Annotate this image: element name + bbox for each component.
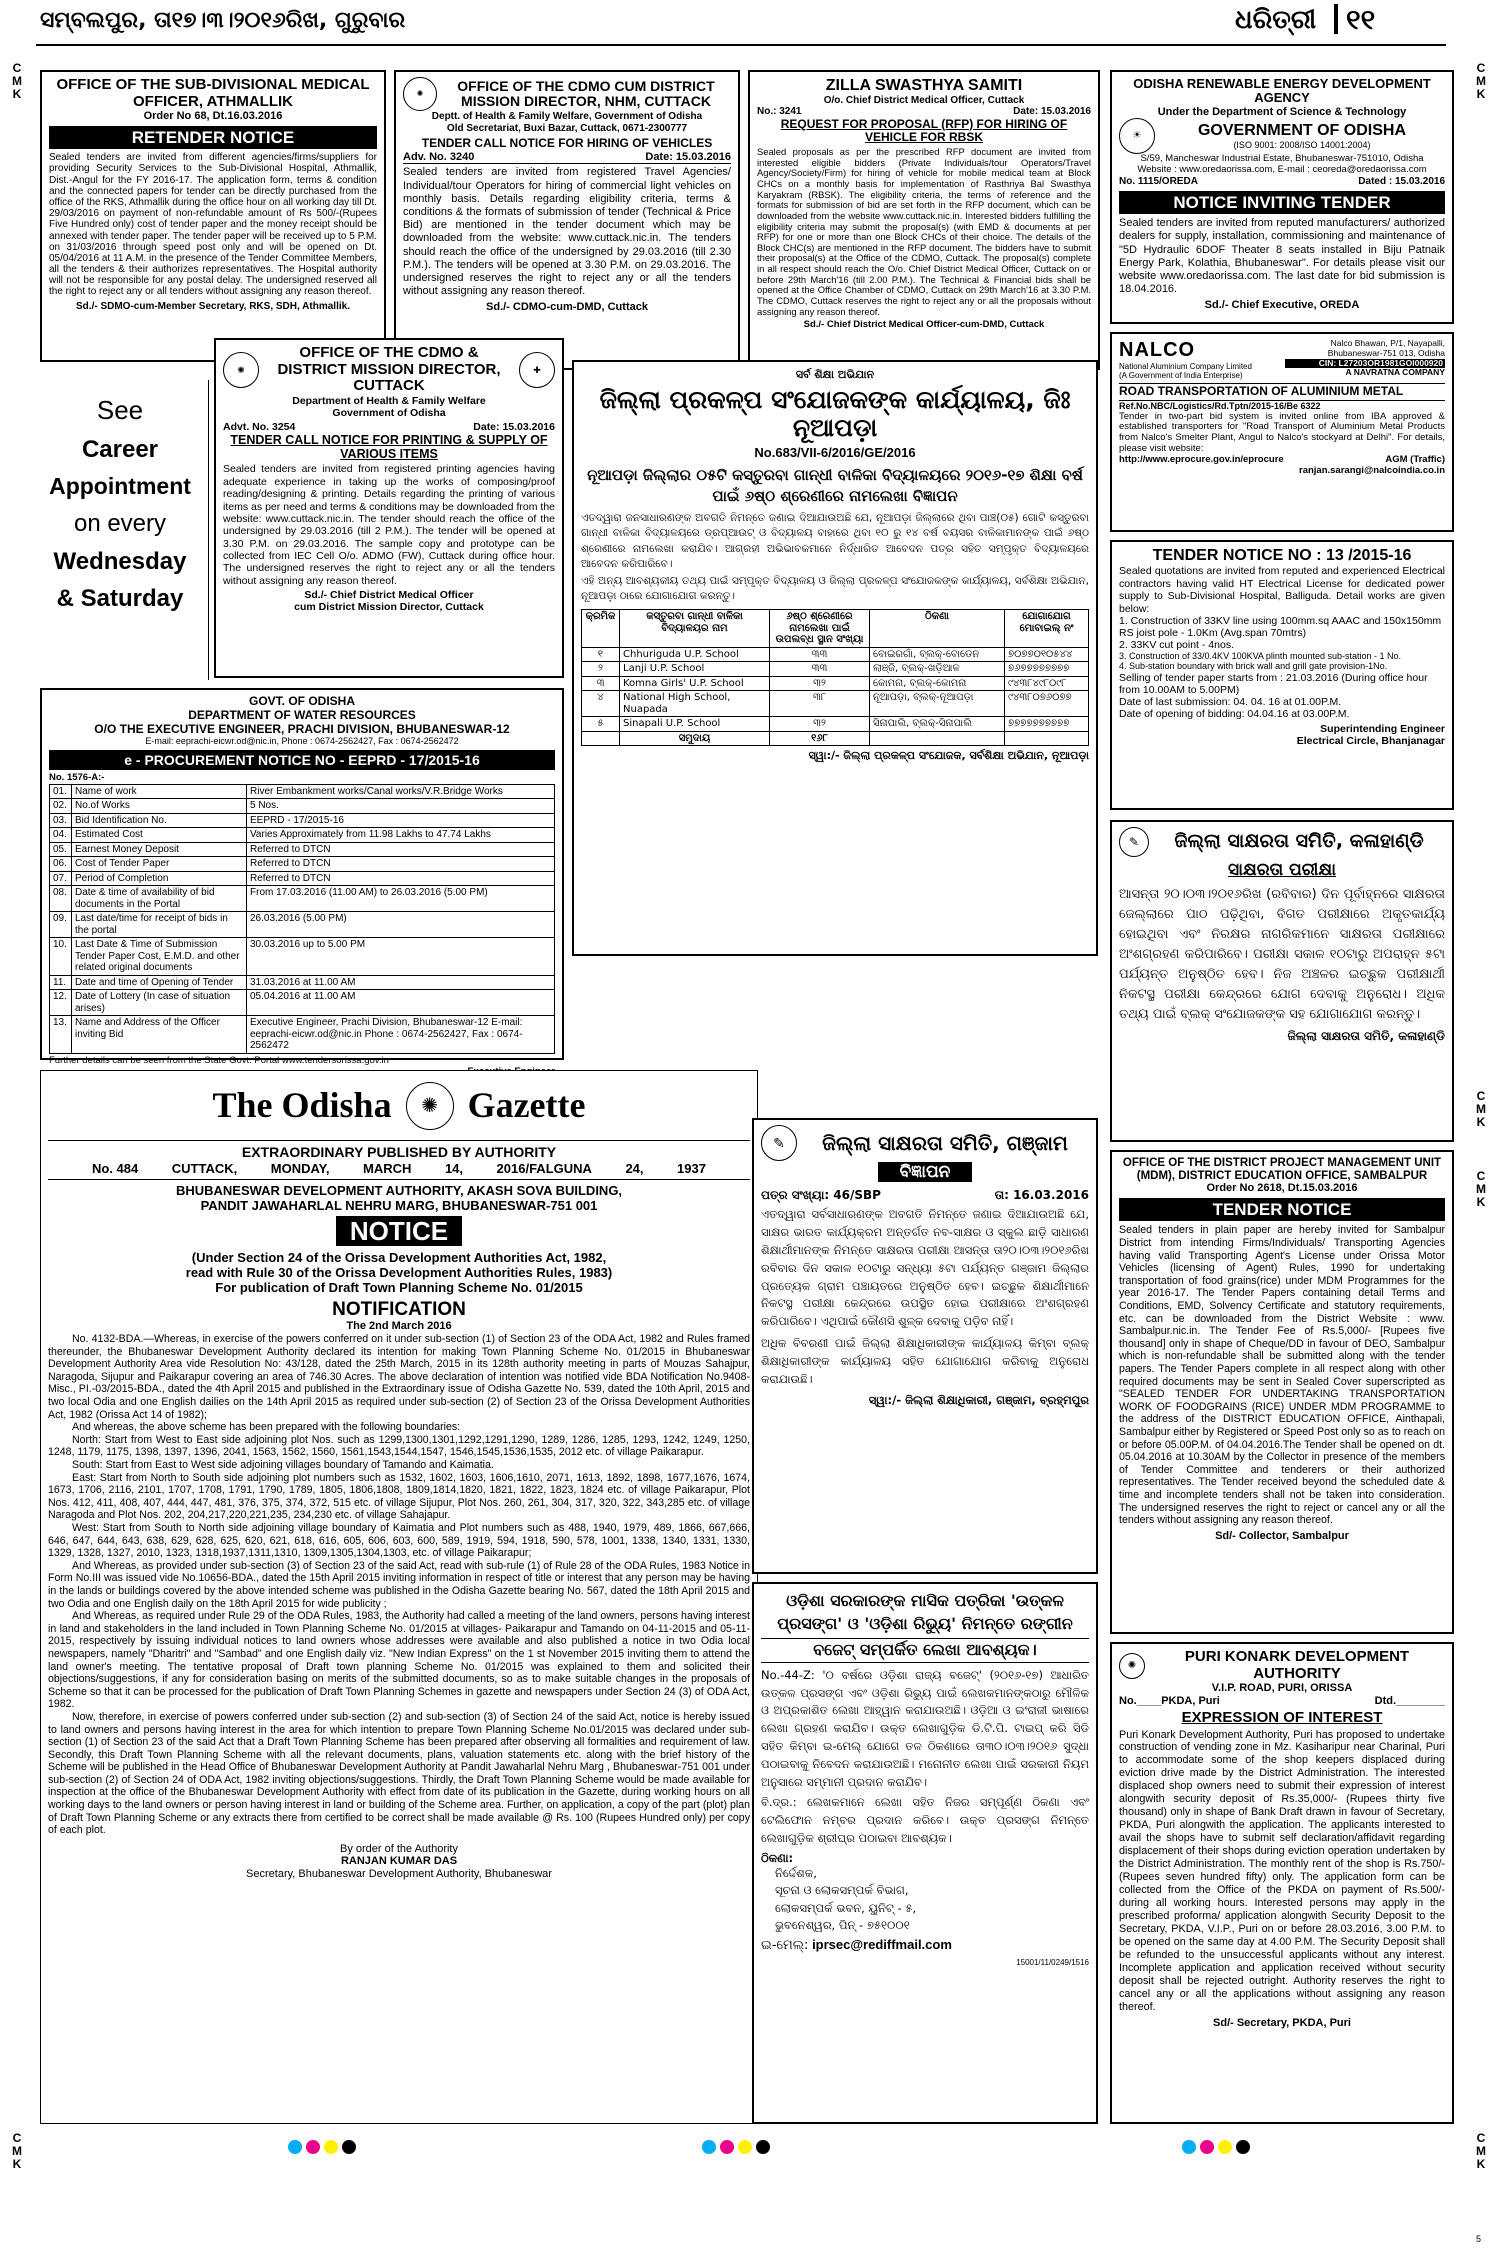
- ad-sub: O/o. Chief District Medical Officer, Cuttack: [823, 94, 1025, 106]
- ad-adv-no: Advt. No. 3254: [223, 420, 296, 433]
- ad-title: OFFICE OF THE CDMO CUM DISTRICT MISSION DIRECTOR, NHM, CUTTACK: [457, 77, 715, 109]
- footer-page: 5: [1476, 2234, 1482, 2244]
- promo-line-4: on every: [73, 509, 167, 537]
- gazette-order: By order of the Authority: [339, 1842, 458, 1855]
- gazette-para: And Whereas, as required under Rule 29 of the ODA Rules, 1983, the Authority had called a meeting of the land owners, persons having interest in land and stakeholders in the land included in Town Planning Scheme No. 01/2015 at villages- Paikarapur and Tamando on 04-11-2015 and 05-11-2015, respectively by issuing individual notices to land owners whose addresses were available and also published a notice in two Odia local newspapers, namely "Dharitri" and "Sambad" and one English daily viz. "New Indian Express" on the 1 st November 2015 inviting them to attend the land owner's meeting. The tentative proposal of Draft town planning Scheme No. 01/2015 was explained to them and solicited their objections/suggestions, if any for consideration basing on merits of the submitted documents, so as to make suitable changes in the proposals of Scheme so that it can be processed for the publication of Draft Town Planning Schemes in gazette and newspapers under Section 24 (3) of ODA Act, 1982.: [48, 1610, 750, 1711]
- reg-marks-right-mid2: C M K: [1476, 1169, 1486, 1210]
- ad-code: 15001/11/0249/1516: [1016, 1958, 1089, 1968]
- ad-ref: Ref.No.NBC/Logistics/Rd.Tptn/2015-16/Be 6322: [1119, 401, 1321, 412]
- gazette-para: And Whereas, as provided under sub-section (3) of Section 23 of the said Act, read with sub-rule (1) of Rule 28 of the ODA Rules, 1983 Notice in Form No.III was issued vide No.10656-BDA., dated the 15th April 2015 inviting information in respect of title or interest that any person may be having in the lands or buildings covered by the above intended scheme was published in the Odisha Gazette bearing No. 567, dated the 18th April 2015 and two Odia and one English daily on the 18th April 2015 for wide publicity ;: [48, 1559, 750, 1610]
- ad-tender-13: [1110, 540, 1454, 810]
- ad-addr-2: Bhubaneswar-751 013, Odisha: [1327, 347, 1445, 358]
- gazette-auth-1: BHUBANESWAR DEVELOPMENT AUTHORITY, AKASH SOVA BUILDING,: [175, 1183, 623, 1199]
- table-row: 04. Estimated Cost Varies Approximately from 11.98 Lakhs to 47.74 Lakhs: [50, 828, 555, 843]
- ad-body: Sealed tenders are invited from registered Travel Agencies/ Individual/tour Operators for hiring of commercial light vehicles on monthly basis. Details regarding eligibility criteria, terms & conditions & the formats of submission of tender (Technical & Price Bid) are mentioned in the tender document which may be downloaded from the website: www.cuttack.nic.in. The tenders should reach the office of the undersigned by 29.03.2016 (till 2.30 P.M.). The tenders will be opened at 3.30 P.M. on 29.03.2016. The undersigned reserves the right to reject any or all the tenders without assigning any reason thereof.: [403, 166, 731, 298]
- literacy-logo-icon: ✎: [761, 1125, 797, 1161]
- literacy-logo-icon: ✎: [1119, 827, 1149, 857]
- ad-kalahandi-literacy: [1110, 820, 1454, 1142]
- ad-item: 3. Construction of 33/0.4KV 100KVA plinth mounted sub-station - 1 No.: [1119, 651, 1402, 662]
- ad-body: ଏତଦ୍ୱାରା ଜନସାଧାରଣଙ୍କ ଅବଗତି ନିମନ୍ତେ ଜଣାଇ ଦିଆଯାଉଅଛି ଯେ, ନୂଆପଡ଼ା ଜିଲ୍ଲାରେ ଥିବା ପାଞ୍ଚ(୦୫) ଗୋଟି କସ୍ତୁରବା ଗାନ୍ଧୀ ବାଳିକା ବିଦ୍ୟାଳୟରେ ଡ୍ରପ୍ଆଉଟ୍ ଓ ବିଦ୍ୟାଳୟ ବାହାରେ ଥିବା ୧୦ ରୁ ୧୪ ବର୍ଷ ବୟସର ବାଳିକାମାନଙ୍କ ପାଇଁ ୬ଷ୍ଠ ଶ୍ରେଣୀରେ ନାମଲେଖା କରାଯିବ। ଆଗ୍ରହୀ ଅଭିଭାବକମାନେ ନିର୍ଦ୍ଧାରିତ ଆବେଦନ ପତ୍ର ସହିତ ସମ୍ପୃକ୍ତ ବିଦ୍ୟାଳୟରେ ଆବେଦନ କରିପାରିବେ।: [581, 512, 1089, 570]
- table-row: 12. Date of Lottery (In case of situation arises) 05.04.2016 at 11.00 AM: [50, 990, 555, 1016]
- magenta-dot: [720, 2140, 734, 2154]
- ad-tail-1: Selling of tender paper starts from : 21.03.2016 (During office hour from 10.00AM to 5.00PM): [1119, 671, 1428, 696]
- ad-body: Sealed tenders in plain paper are hereby invited for Sambalpur District from intending Firms/Individuals/ Transporting Agencies having valid Transporting Agent's License under Orissa Motor Vehicles (licensing of Agent) Rules, 1990 for undertaking transportation of food grains(rice) under MDM Programmes for the year 2016-17. The Tender Papers containing detail Terms and Conditions, EMD, Solvency Certificate and statutory requirements, etc. can be downloaded from the District Website : www. Sambalpur.nic.in. The Tender Fee of Rs.5,000/- [Rupees five thousand] only in shape of Cheque/DD in favour of DEO, Sambalpur which is non-refundable shall be submitted along with the tender papers. The Tender Papers complete in all respect along with other required documents may be sent in Sealed Cover superscripted as "SEALED TENDER FOR UNDERTAKING TRANSPORTATION WORK OF FOODGRAINS (RICE) UNDER MDM PROGRAMME to the address of the DISTRICT EDUCATION OFFICE, Ainthapali, Sambalpur either by Registered or Speed Post only so as to reach on or before 05.00P.M. of 04.04.2016.The Tender shall be opened on dt. 05.04.2016 at 10.30AM by the Collector in presence of the members of Tender Committee and tenderers or their authorized representatives. The Tender received beyond the scheduled date & time and incomplete tenders shall not be taken into consideration. The undersigned reserves the right to reject or cancel any or all the tenders without assigning any reason thereof.: [1119, 1224, 1445, 1527]
- ad-order: Order No 68, Dt.16.03.2016: [143, 110, 283, 122]
- gazette-para: No. 4132-BDA.—Whereas, in exercise of the powers conferred on it under sub-section (1) of Section 23 of the ODA Act, 1982 and Rules framed thereunder, the Bhubaneswar Development Authority declared its intention for making Town Planning Scheme No. 01/2015 in Bhubaneswar Development Authority Area vide Resolution No: 43/128, dated the 25th March, 2015 in its 128th authority meeting in parts of Mouzas Sahajpur, Naragoda, Sijupur and Paikarapur covering an area of 746.30 Acres. The above declaration of intention was notified vide BDA Notification No.9408-Misc., PI.-03/2015-BDA., dated the 4th April 2015 and published in the Extraordinary issue of Odisha Gazette No. 539, dated the 10th April, 2015 and two local Odia and one English dailies on the 14th April 2015 as required under sub-section (2) of Section 23 of the Orissa Development Authorities Act, 1982 (Orissa Act 14 of 1982);: [48, 1333, 750, 1421]
- ad-body: Sealed tenders are invited from different agencies/firms/suppliers for providing Security Services to the Sub-Divisional Hospital, Athmallik, Dist.-Angul for the FY 2016-17. The application form, terms & condition and the connected papers for tender can be directly purchased from the office of the RKS, Athmallik during the office hour on all working day till Dt. 29/03/2016 on payment of non-refundable amount of Rs 500/-(Rupees Five Hundred only) cost of tender paper and the money receipt should be annexed with tender paper. The tender paper will be received up to 5 P.M. on 31/03/2016 through speed post only and will be opened on Dt. 05/04/2016 at 11 A.M. in the presence of the Tender Committee Members, all the tenders & their authorizes representatives. The Hospital authority will not be responsible for any postal delay. The undersigned reserved all the right to reject any or all tenders without assigning any reason thereof.: [49, 152, 377, 298]
- ad-subtitle: ବଜେଟ୍ ସମ୍ପର୍କିତ ଲେଖା ଆବଶ୍ୟକ।: [761, 1638, 1089, 1662]
- table-row: ୨ Lanji U.P. School ୩୩ ଲାଞ୍ଜି, ବ୍ଲକ୍-ଖଡ଼ିଆଳ ୭୬୭୭୭୭୭୭୭୭: [582, 662, 1089, 677]
- ad-further: Further details can be seen from the State Govt. Portal www.tendersorissa.gov.in: [49, 1054, 389, 1066]
- ad-title: PURI KONARK DEVELOPMENT AUTHORITY: [1184, 1648, 1410, 1682]
- ad-dept: Deptt. of Health & Family Welfare, Government of Odisha: [431, 111, 703, 122]
- magenta-dot: [306, 2140, 320, 2154]
- ad-signature: Sd./- CDMO-cum-DMD, Cuttack: [486, 301, 648, 314]
- ad-subtitle: ସାକ୍ଷରତା ପରୀକ୍ଷା: [1228, 860, 1336, 880]
- ad-utkal-prasanga: [752, 1582, 1098, 2124]
- ad-title: ଜିଲ୍ଲା ପ୍ରକଳ୍ପ ସଂଯୋଜକଙ୍କ କାର୍ଯ୍ୟାଳୟ, ଜିଃ ନୂଆପଡ଼ା: [599, 384, 1071, 443]
- ad-dtd: Dtd.________: [1374, 1694, 1445, 1707]
- ad-nalco: [1110, 332, 1454, 532]
- th-address: ଠିକଣା: [870, 610, 1005, 648]
- ad-no: No. 1115/OREDA: [1119, 176, 1198, 188]
- masthead-divider: [1334, 4, 1338, 34]
- table-row: 11. Date and time of Opening of Tender 31.03.2016 at 11.00 AM: [50, 975, 555, 990]
- promo-line-3: Appointment: [49, 473, 191, 500]
- ad-order: Order No 2618, Dt.15.03.2016: [1206, 1182, 1358, 1195]
- ad-bar: e - PROCUREMENT NOTICE NO - EEPRD - 17/2015-16: [49, 750, 555, 770]
- ad-body-2: ଅଧିକ ବିବରଣୀ ପାଇଁ ଜିଲ୍ଲା ଶିକ୍ଷାଧିକାରୀଙ୍କ କାର୍ଯ୍ୟାଳୟ କିମ୍ବା ବ୍ଲକ୍ ଶିକ୍ଷାଧିକାରୀଙ୍କ କାର୍ଯ୍ୟାଳୟ ସହିତ ଯୋଗାଯୋଗ କରିବାକୁ ଅନୁରୋଧ କରାଯାଉଛି।: [761, 1336, 1089, 1386]
- table-row: 06. Cost of Tender Paper Referred to DTCN: [50, 857, 555, 872]
- ad-web: http://www.eprocure.gov.in/eprocure: [1119, 454, 1284, 466]
- eproc-table: [49, 784, 555, 1054]
- gazette-name-2: Gazette: [467, 1085, 586, 1126]
- ad-odisha-gazette: [40, 1070, 758, 2124]
- ad-no: No.683/VII-6/2016/GE/2016: [754, 445, 916, 461]
- black-dot: [342, 2140, 356, 2154]
- yellow-dot: [738, 2140, 752, 2154]
- ad-no: ପତ୍ର ସଂଖ୍ୟା: 46/SBP: [761, 1187, 881, 1202]
- ad-subtitle: REQUEST FOR PROPOSAL (RFP) FOR HIRING OF VEHICLE FOR RBSK: [780, 116, 1068, 145]
- masthead-title: ଧରିତ୍ରୀ: [1235, 5, 1317, 35]
- ad-dept: Department of Health & Family Welfare: [292, 394, 486, 407]
- ad-logo-text: ସର୍ବ ଶିକ୍ଷା ଅଭିଯାନ: [795, 368, 875, 381]
- ad-title: OFFICE OF THE DISTRICT PROJECT MANAGEMENT UNIT (MDM), DISTRICT EDUCATION OFFICE, SAMBALPUR: [1122, 1157, 1442, 1182]
- table-row: 02. No.of Works 5 Nos.: [50, 799, 555, 814]
- ad-signature: ସ୍ୱା:/- ଜିଲ୍ଲା ପ୍ରକଳ୍ପ ସଂଯୋଜକ, ସର୍ବଶିକ୍ଷା ଅଭିଯାନ, ନୂଆପଡ଼ା: [808, 749, 1089, 763]
- ad-item: 1. Construction of 33KV line using 100mm.sq AAAC and 150x150mm RS joist pole - 1.0Km (Avg.span 70mtrs): [1119, 614, 1442, 639]
- magenta-dot: [1200, 2140, 1214, 2154]
- ad-sdmo-athmallik: [40, 70, 386, 362]
- kgbv-table: [581, 609, 1089, 746]
- ad-addr-line: ନିର୍ଦ୍ଦେଶକ,: [775, 1866, 817, 1881]
- gazette-auth-2: PANDIT JAWAHARLAL NEHRU MARG, BHUBANESWAR-751 001: [200, 1197, 598, 1213]
- page-number: ୧୧: [1346, 3, 1376, 36]
- gazette-para: And whereas, the above scheme has been prepared with the following boundaries:: [72, 1421, 461, 1434]
- ad-iso: (ISO 9001: 2008/ISO 14001:2004): [1233, 140, 1371, 151]
- ad-body: Sealed proposals as per the prescribed RFP document are invited from interested eligible bidders (Private Individuals/tour Operators/Travel Agency/Society/Firm) for hiring of vehicle for mobile medical team at Block CHCs on a monthly basis for implementation of Rasthriya Bal Swasthya Karyakram (RBSK). The eligibility criteria, the terms of reference and the formats for submission of bid are set forth in the RFP document, which can be downloaded from the website www.cuttack.nic.in. Interested bidders fulfilling the eligibility criteria may submit the proposal(s) (with EMD & documents at per RFP) for one or more than one Block CHCs of their choice. The details of the Block CHC(s) are mentioned in the RFP document. The bidders have to submit their proposal(s) at the Office of the CDMO, Cuttack. The proposal(s) complete in all respect should reach the O/o. Chief District Medical Officer, Cuttack on or before 29th March'16 (till 2.00 P.M.). The Technical & Financial bids shall be opened at the Office Chamber of CDMO, Cuttack on 29th March'16 at 3.30 P.M. The CDMO, Cuttack reserves the right to reject any or all the proposals without assigning any reason thereof.: [757, 146, 1091, 317]
- table-row: ୩ Komna Girls' U.P. School ୩୨ କୋମନା, ବ୍ଲକ୍-କୋମନା ୯୪୩୮୪୯୮୦୯୮: [582, 676, 1089, 691]
- color-dots: [700, 2140, 772, 2158]
- ad-no: No.____PKDA, Puri: [1119, 1694, 1220, 1707]
- odisha-emblem-icon: ✺: [403, 77, 437, 111]
- ad-title: ଜିଲ୍ଲା ସାକ୍ଷରତା ସମିତି, ଗଞ୍ଜାମ: [822, 1130, 1068, 1155]
- ad-company-sub: (A Government of India Enterprise): [1119, 371, 1243, 381]
- gazette-para: East: Start from North to South side adjoining plot numbers such as 1532, 1602, 1603, 1606,1610, 2071, 1613, 1892, 1898, 1677,1676, 1674, 1673, 1706, 2116, 2101, 1707, 1708, 1791, 1790, 1789, 1805, 1806,1808, 1809,1814,1820, 1821, 1822, 1823, 1824 etc. of village Paikarapur, Plot Nos. 412, 411, 408, 407, 444, 447, 481, 376, 375, 374, 372, 515 etc. of village Sijupur, Plot Nos. 260, 261, 304, 317, 320, 322, 343,285 etc. of village Naragoda and Plot Nos. 202, 204,217,220,221,235, 234,230 etc. of village Sahajapur.: [48, 1471, 750, 1522]
- table-row: ୫ Sinapali U.P. School ୩୨ ସିନାପାଲି, ବ୍ଲକ୍-ସିନାପାଲି ୭୭୭୭୭୭୭୭୭୭: [582, 717, 1089, 732]
- ad-contact: E-mail: eeprachi-eicwr.od@nic.in, Phone : 0674-2562427, Fax : 0674-2562472: [145, 736, 459, 747]
- ad-body-2: ବି.ଦ୍ର.: ଲେଖକମାନେ ଲେଖା ସହିତ ନିଜର ସମ୍ପୂର୍ଣ୍ଣ ଠିକଣା ଏବଂ ଟେଲିଫୋନ ନମ୍ବର ପ୍ରଦାନ କରିବେ। ଉକ୍ତ ପ୍ରସଙ୍ଗ ନିମନ୍ତେ ଲେଖାଗୁଡ଼ିକ ଶ୍ରୀଘ୍ର ପଠାଇବା ଆବଶ୍ୟକ।: [761, 1795, 1089, 1846]
- cyan-dot: [1182, 2140, 1196, 2154]
- table-row: ୧ Chhuriguda U.P. School ୩୩ ବୋଇରଗାଁ, ବ୍ଲକ୍-ବୋଡେନ ୭୦୭୭୦୧୦୫୪୪: [582, 647, 1089, 662]
- promo-line-5: Wednesday: [53, 547, 187, 575]
- ad-tail-2: Date of last submission: 04. 04. 16 at 01.00P.M.: [1119, 695, 1342, 708]
- ad-date: Date: 15.03.2016: [1013, 106, 1091, 118]
- ad-cdmo-printing: [214, 338, 564, 678]
- ad-signature-1: Sd./- Chief District Medical Officer: [304, 589, 474, 602]
- table-row: 09. Last date/time for receipt of bids in the portal 26.03.2016 (5.00 PM): [50, 912, 555, 938]
- table-total-row: ସମୁଦାୟ ୧୬୮: [582, 731, 1089, 746]
- gazette-signatory: RANJAN KUMAR DAS: [340, 1855, 458, 1868]
- ad-navratna: A NAVRATNA COMPANY: [1345, 367, 1445, 378]
- yellow-dot: [1218, 2140, 1232, 2154]
- footer-color-bars: [0, 2140, 1500, 2170]
- gazette-meta: No. 484 CUTTACK, MONDAY, MARCH 14, 2016/FALGUNA 24, 1937: [48, 1160, 750, 1180]
- ad-bar: TENDER NOTICE: [1119, 1198, 1445, 1222]
- ad-date: ତା: 16.03.2016: [994, 1187, 1089, 1202]
- ad-oreda: [1110, 70, 1454, 324]
- ad-bar: ବିଜ୍ଞାପନ: [878, 1162, 973, 1182]
- ad-body: No.-44-Z: '୦ ବର୍ଷରେ ଓଡ଼ିଶା ରାଜ୍ୟ ବଜେଟ୍' (୨୦୧୬-୧୭) ଆଧାରିତ ଉତ୍କଳ ପ୍ରସଙ୍ଗ ଏବଂ ଓଡ଼ିଶା ରିଭ୍ୟୁ ପାଇଁ ଲେଖକମାନଙ୍କଠାରୁ ମୌଳିକ ଓ ଅପ୍ରକାଶିତ ଲେଖା ଆହ୍ୱାନ କରାଯାଉଅଛି। ଓଡ଼ିଆ ଓ ଇଂରାଜୀ ଭାଷାରେ ଲେଖା ଗ୍ରହଣ କରାଯିବ। ଉକ୍ତ ଲେଖାଗୁଡ଼ିକ ଡି.ଟି.ପି. ଟାଇପ୍ କରି ସିଡି ସହିତ କିମ୍ବା ଇ-ମେଲ୍ ଯୋଗେ ତଳ ଠିକଣାରେ ତା୩୦।୦୩।୨୦୧୬ ସୁଦ୍ଧା ପଠାଇବାକୁ ନିବେଦନ କରାଯାଉଅଛି। ମନୋନୀତ ଲେଖା ପାଇଁ ସରକାରୀ ନିୟମ ଅନୁସାରେ ସମ୍ମାନୀ ପ୍ରଦାନ କରାଯିବ।: [761, 1667, 1089, 1789]
- ad-body: Sealed tenders are invited from registered printing agencies having adequate experience in taking up the works of composing/proof reading/designing & printing. Details regarding the printing of various items as per need and terms & conditions may be downloaded from the website: www.cuttack.nic.in. The tender should reach the office of the undersigned by 29.03.2016 (till 2 P.M.). The tender will be opened at 3.30 P.M. on 29.03.2016. The sample copy and prototype can be collected from IEC Cell O/o. ADMO (FW), Cuttack during office hour. The undersigned reserves the right to reject any or all the tenders without assigning any reason thereof.: [223, 463, 555, 587]
- ad-signature: Sd./- Chief Executive, OREDA: [1204, 299, 1360, 312]
- ad-signature: Sd./- Chief District Medical Officer-cum-DMD, Cuttack: [803, 319, 1045, 331]
- ad-nuapada-kgbv: [572, 360, 1098, 956]
- gazette-para: Now, therefore, in exercise of powers conferred under sub-section (2) and sub-section (3) of Section 24 of the said Act, notice is hereby issued to land owners and persons having interest in the area for which intention to prepare Town Planning Scheme No.01/2015 was declared under sub-section (1) of Section 23 of the said Act that a Draft Town Planning Scheme has been prepared after observing all formalities and requirement of law. Secondly, this Draft Town Planning Scheme with all the relevant documents, plans, valuation statements etc. along with the brief history of the Scheme will be published in the Head Office of Bhubaneswar Development Authority at Pandit Jawaharlal Nehru Marg , Bhubaneswar-751 001 under sub-section (2) of Section 24 of ODA Act, 1982 inviting objections/suggestions. Thirdly, the Draft Town Planning Scheme would be made available for inspection at the office of the Bhubaneswar Development Authority with effect from date of its publication in the Gazette, during working hours on all working days to the land owners or person having interest in land or building of the Scheme area. Further, on application, a copy of the part (plot) plan of Draft Town Planning Scheme or any extracts there from certified to be correct shall be made available @ Rs. 100 (Rupees Hundred only) per copy of each plot.: [48, 1710, 750, 1837]
- promo-line-6: & Saturday: [56, 585, 184, 613]
- ad-body-2: ଏହି ଅନ୍ୟ ଆବଶ୍ୟକୀୟ ତଥ୍ୟ ପାଇଁ ସମ୍ପୃକ୍ତ ବିଦ୍ୟାଳୟ ଓ ଜିଲ୍ଲା ପ୍ରକଳ୍ପ ସଂଯୋଜକଙ୍କ କାର୍ଯ୍ୟାଳୟ, ସର୍ବଶିକ୍ଷା ଅଭିଯାନ, ନୂଆପଡ଼ା ଠାରେ ଯୋଗାଯୋଗ କରନ୍ତୁ।: [581, 574, 1089, 603]
- reg-marks-right-bottom: C M K: [1476, 2131, 1486, 2172]
- ad-subtitle: ROAD TRANSPORTATION OF ALUMINIUM METAL: [1119, 383, 1445, 401]
- col-rule: [208, 380, 209, 680]
- ad-addr-line: ସୂଚନା ଓ ଲୋକସମ୍ପର୍କ ବିଭାଗ,: [775, 1883, 909, 1898]
- ad-signature: Sd./- SDMO-cum-Member Secretary, RKS, SDH, Athmallik.: [76, 300, 350, 312]
- ad-zilla-swasthya-samiti: [748, 70, 1100, 370]
- ad-addr-label: ଠିକଣା:: [761, 1850, 794, 1865]
- ad-body: Sealed quotations are invited from reputed and experienced Electrical contractors having valid HT Electrical License for dedicated power supply to Sub-Divisional Hospital, Balliguda. Detail works are given below:: [1119, 565, 1445, 615]
- ad-signature: AGM (Traffic): [1385, 454, 1445, 466]
- ad-signature: Sd/- Secretary, PKDA, Puri: [1213, 2016, 1351, 2029]
- reg-marks-left-top: C M K: [12, 61, 22, 102]
- ad-tail-3: Date of opening of bidding: 04.04.16 at 03.00P.M.: [1119, 707, 1350, 720]
- ad-address: Old Secretariat, Buxi Bazar, Cuttack, 0671-2300777: [446, 122, 688, 134]
- ad-subtitle: TENDER CALL NOTICE FOR PRINTING & SUPPLY OF VARIOUS ITEMS: [230, 432, 548, 462]
- ad-company-full: National Aluminium Company Limited: [1119, 362, 1252, 371]
- ad-title: ODISHA RENEWABLE ENERGY DEVELOPMENT AGENCY: [1133, 76, 1431, 106]
- odisha-emblem-icon: ✺: [223, 352, 259, 388]
- ad-pkda-puri: [1110, 1642, 1454, 2124]
- ad-title: ଓଡ଼ିଶା ସରକାରଙ୍କ ମାସିକ ପତ୍ରିକା 'ଉତ୍କଳ ପ୍ରସଙ୍ଗ' ଓ 'ଓଡ଼ିଶା ରିଭ୍ୟୁ' ନିମନ୍ତେ ରଙ୍ଗୀନ: [777, 1591, 1073, 1634]
- ad-title: ZILLA SWASTHYA SAMITI: [825, 77, 1023, 94]
- color-dots: [286, 2140, 358, 2158]
- table-row: 03. Bid Identification No. EEPRD - 17/2015-16: [50, 813, 555, 828]
- th-school: କସ୍ତୁରବା ଗାନ୍ଧୀ ବାଳିକା ବିଦ୍ୟାଳୟର ନାମ: [620, 610, 770, 648]
- ad-email-label: ଇ-ମେଲ୍:: [761, 1938, 809, 1954]
- ad-career-promo: [40, 388, 200, 678]
- ad-adv-no: Adv. No. 3240: [403, 150, 475, 163]
- ad-no: No.: 3241: [757, 106, 802, 118]
- th-serial: କ୍ରମିକ: [582, 610, 620, 648]
- ad-signature-2: Electrical Circle, Bhanjanagar: [1296, 735, 1445, 748]
- table-row: 07. Period of Completion Referred to DTCN: [50, 871, 555, 886]
- ad-subtitle: TENDER CALL NOTICE FOR HIRING OF VEHICLES: [421, 136, 713, 150]
- ad-addr: V.I.P. ROAD, PURI, ORISSA: [1211, 1682, 1353, 1694]
- ad-bar: RETENDER NOTICE: [49, 126, 377, 150]
- ad-subtitle: ନୂଆପଡ଼ା ଜିଲ୍ଲାର ୦୫ଟି କସ୍ତୁରବା ଗାନ୍ଧୀ ବାଳିକା ବିଦ୍ୟାଳୟରେ ୨୦୧୬-୧୭ ଶିକ୍ଷା ବର୍ଷ ପାଇଁ ୬ଷ୍ଠ ଶ୍ରେଣୀରେ ନାମଲେଖା ବିଜ୍ଞାପନ: [587, 466, 1083, 506]
- table-row: 01. Name of work River Embankment works/Canal works/V.R.Bridge Works: [50, 784, 555, 799]
- ad-title: GOVT. OF ODISHA: [248, 694, 355, 708]
- ad-sub: Under the Department of Science & Technology: [1157, 105, 1407, 118]
- table-header-row: [582, 610, 1089, 648]
- ad-dept: DEPARTMENT OF WATER RESOURCES: [188, 707, 416, 722]
- reg-marks-left-bottom: C M K: [12, 2131, 22, 2172]
- ad-cin: CIN: L27203OR1981GOI000920: [1285, 359, 1445, 369]
- ad-water-resources: [40, 688, 564, 1066]
- table-row: 13. Name and Address of the Officer inviting Bid Executive Engineer, Prachi Division, Bhubaneswar-12 E-mail: eeprachi-eicwr.od@nic.in Phone : 0674-2562427, Fax : 0674-2562472: [50, 1016, 555, 1054]
- ad-body: Sealed tenders are invited from reputed manufacturers/ authorized dealers for supply, installation, commissioning and maintenance of "5D Hydraulic 6DOF Theater 8 seats installed in Biju Patnaik Energy Park, Kolathia, Bhubaneswar". For details please visit our website www.oredaorissa.com. The last date for bid submission is 18.04.2016.: [1119, 217, 1445, 296]
- ad-body: Puri Konark Development Authority, Puri has proposed to undertake construction of vending zone in Mz. Kasiharipur near Charinal, Puri to accommodate some of the shop keepers displaced during eviction drive made by the District Administration. The interested displaced shop owners need to submit their expression of interest alongwith security deposit of Rs.35,000/- (Rupees thirty five thousand) only in shape of Bank Draft drawn in favour of Secretary, PKDA, Puri alongwith the application. The applicants interested to avail the shops have to submit self declaration/affidavit regarding displacement of their shops during eviction operation undertaken by the District Administration. The monthly rent of the shop is Rs.750/- (Rupees seven hundred fifty) only. The application form can be collected from the Office of the PKDA on payment of Rs.500/- during all working hours. Interested persons may apply in the prescribed proforma/ application alongwith Security Deposit to the Secretary, PKDA, V.I.P., Puri on or before 28.03.2016, 3.00 P.M. to be opened on the same day at 4.00 P.M. The Security Deposit shall be refunded to the unsuccessful applicants without any interest. Incomplete application and application received without security deposit shall be rejected outright. Authority reserves the right to cancel any or all the applications without assigning any reason thereof.: [1119, 1728, 1445, 2013]
- promo-line-1: See: [96, 395, 144, 425]
- ad-addr-line: ଲୋକସମ୍ପର୍କ ଭବନ, ୟୁନିଟ୍ - ୫,: [775, 1900, 917, 1915]
- ad-title: ଜିଲ୍ଲା ସାକ୍ଷରତା ସମିତି, କଳାହାଣ୍ଡି: [1174, 830, 1424, 853]
- table-row: 08. Date & time of availability of bid documents in the Portal From 17.03.2016 (11.00 AM) to 26.03.2016 (5.00 PM): [50, 886, 555, 912]
- ad-subtitle: EXPRESSION OF INTEREST: [1181, 1709, 1383, 1727]
- ad-signature: Sd/- Collector, Sambalpur: [1215, 1529, 1349, 1542]
- ad-email: iprsec@rediffmail.com: [812, 1937, 952, 1953]
- masthead-rule: [36, 44, 1446, 46]
- ad-no: No. 1576-A:-: [49, 771, 105, 783]
- black-dot: [756, 2140, 770, 2154]
- gazette-notification: NOTIFICATION: [332, 1298, 466, 1320]
- reg-marks-right-mid: C M K: [1476, 1089, 1486, 1130]
- oreda-logo-icon: ☀: [1119, 118, 1155, 154]
- odisha-emblem-icon: ✺: [1119, 1653, 1145, 1679]
- ad-title: OFFICE OF THE CDMO & DISTRICT MISSION DIRECTOR, CUTTACK: [277, 344, 501, 394]
- nalco-logo-text: NALCO: [1119, 339, 1196, 361]
- reg-marks-right-top: C M K: [1476, 61, 1486, 102]
- table-row: ୪ National High School, Nuapada ୩୮ ନୂଆପଡ଼ା, ବ୍ଲକ୍-ନୂଆପଡ଼ା ୯୪୩୮୦୭୬୦୭୭: [582, 691, 1089, 717]
- gazette-name: The Odisha: [212, 1085, 392, 1126]
- gazette-notice: NOTICE: [336, 1216, 462, 1246]
- ad-web: Website : www.oredaorissa.com, E-mail : ceoreda@oredaorissa.com: [1137, 164, 1427, 176]
- gazette-extra: EXTRAORDINARY PUBLISHED BY AUTHORITY: [48, 1140, 750, 1160]
- ad-title: OFFICE OF THE SUB-DIVISIONAL MEDICAL OFFICER, ATHMALLIK: [56, 76, 370, 110]
- th-seats: ୬ଷ୍ଠ ଶ୍ରେଣୀରେ ନାମଲେଖା ପାଇଁ ଉପଲବ୍ଧ ସ୍ଥାନ ସଂଖ୍ୟା: [770, 610, 870, 648]
- ad-body: ଏତଦ୍ୱାରା ସର୍ବସାଧାରଣଙ୍କ ଅବଗତି ନିମନ୍ତେ ଜଣାଇ ଦିଆଯାଉଅଛି ଯେ, ସାକ୍ଷର ଭାରତ କାର୍ଯ୍ୟକ୍ରମ ଅନ୍ତର୍ଗତ ନବ-ସାକ୍ଷର ଓ ସ୍କୁଲ ଛାଡ଼ି ସାଧାରଣ ଶିକ୍ଷାର୍ଥୀମାନଙ୍କ ନିମନ୍ତେ ସାକ୍ଷରତା ପରୀକ୍ଷା ଆସନ୍ତା ତା୨୦।୦୩।୨୦୧୬ରିଖ ରବିବାର ଦିନ ସକାଳ ୧୦ଟାରୁ ସନ୍ଧ୍ୟା ୫ଟା ପର୍ଯ୍ୟନ୍ତ ଗଞ୍ଜାମ ଜିଲ୍ଲାର ପ୍ରତ୍ୟେକ ଗ୍ରାମ ପଞ୍ଚାୟତରେ ଅନୁଷ୍ଠିତ ହେବ। ଇଚ୍ଛୁକ ଶିକ୍ଷାର୍ଥୀମାନେ ନିକଟସ୍ଥ ପରୀକ୍ଷା କେନ୍ଦ୍ରରେ ଉପସ୍ଥିତ ହୋଇ ପରୀକ୍ଷାରେ ଅଂଶଗ୍ରହଣ କରିପାରିବେ। ଏଥିପାଇଁ କୌଣସି ଶୁଳ୍କ ଦେବାକୁ ପଡ଼ିବ ନାହିଁ।: [761, 1207, 1089, 1329]
- masthead-date: ସମ୍ବଲପୁର, ତା୧୭।୩।୨୦୧୬ରିଖ, ଗୁରୁବାର: [40, 8, 406, 33]
- gazette-under-3: For publication of Draft Town Planning Scheme No. 01/2015: [215, 1279, 583, 1295]
- ad-office: O/O THE EXECUTIVE ENGINEER, PRACHI DIVISION, BHUBANESWAR-12: [94, 721, 510, 736]
- cyan-dot: [702, 2140, 716, 2154]
- color-dots: [1180, 2140, 1252, 2158]
- ad-gov: Government of Odisha: [332, 406, 446, 419]
- nhm-logo-icon: ✚: [519, 352, 555, 388]
- table-row: 05. Earnest Money Deposit Referred to DTCN: [50, 842, 555, 857]
- ad-signature: ସ୍ୱା:/- ଜିଲ୍ଲା ଶିକ୍ଷାଧିକାରୀ, ଗଞ୍ଜାମ, ବ୍ରହ୍ମପୁର: [868, 1393, 1089, 1408]
- ad-body: ଆସନ୍ତା ୨୦।୦୩।୨୦୧୬ରିଖ (ରବିବାର) ଦିନ ପୂର୍ବାହ୍ନରେ ସାକ୍ଷରତା ଜେଲ୍ଲାରେ ପାଠ ପଢ଼ିଥିବା, ବିଗତ ପରୀକ୍ଷାରେ ଅକୃତକାର୍ଯ୍ୟ ହୋଇଥିବା ଏବଂ ନିରକ୍ଷର ନାଗରିକମାନେ ସାକ୍ଷରତା ପରୀକ୍ଷାରେ ଅଂଶଗ୍ରହଣ କରିପାରିବେ। ପରୀକ୍ଷା ସକାଳ ୧୦ଟାରୁ ଅପରାହ୍ନ ୫ଟା ପର୍ଯ୍ୟନ୍ତ ଅନୁଷ୍ଠିତ ହେବ। ନିଜ ଅଞ୍ଚଳର ଇଚ୍ଛୁକ ପରୀକ୍ଷାର୍ଥୀ ନିକଟସ୍ଥ ପରୀକ୍ଷା କେନ୍ଦ୍ରରେ ଯୋଗ ଦେବାକୁ ଅନୁରୋଧ। ଅଧିକ ତଥ୍ୟ ପାଇଁ ବ୍ଲକ୍ ସଂଯୋଜକଙ୍କ ସହ ଯୋଗାଯୋଗ କରନ୍ତୁ।: [1119, 886, 1445, 1023]
- gazette-notif-date: The 2nd March 2016: [346, 1320, 452, 1333]
- ad-signature: ଜିଲ୍ଲା ସାକ୍ଷରତା ସମିତି, କଳାହାଣ୍ଡି: [1287, 1028, 1445, 1043]
- ad-addr: S/59, Mancheswar Industrial Estate, Bhubaneswar-751010, Odisha: [1140, 153, 1424, 165]
- ad-date: Dated : 15.03.2016: [1358, 176, 1445, 188]
- table-row: 10. Last Date & Time of Submission Tender Paper Cost, E.M.D. and other related original documents 30.03.2016 up to 5.00 PM: [50, 938, 555, 976]
- ad-signature-2: cum District Mission Director, Cuttack: [294, 601, 484, 614]
- ad-mdm-sambalpur: [1110, 1150, 1454, 1634]
- cyan-dot: [288, 2140, 302, 2154]
- ad-ganjam-literacy: [752, 1118, 1098, 1574]
- ad-signature-1: Superintending Engineer: [1320, 723, 1445, 736]
- ad-addr-1: Nalco Bhawan, P/1, Nayapalli,: [1330, 338, 1445, 348]
- gazette-para: North: Start from West to East side adjoining plot Nos. such as 1299,1300,1301,1292,1291,1290, 1289, 1286, 1285, 1293, 1242, 1249, 1250, 1248, 1179, 1175, 1398, 1397, 1396, 2041, 1563, 1562, 1560, 1561,1543,1544,1547, 1546,1545,1536,1535, 2012 etc. of village Paikarapur.: [48, 1433, 750, 1459]
- gazette-under-1: (Under Section 24 of the Orissa Development Authorities Act, 1982,: [191, 1249, 607, 1265]
- gazette-para: West: Start from South to North side adjoining village boundary of Kaimatia and Plot numbers such as 488, 1940, 1979, 489, 1866, 667,666, 646, 647, 644, 643, 638, 629, 628, 625, 620, 621, 618, 616, 605, 606, 603, 600, 589, 1919, 594, 1918, 590, 578, 1001, 1338, 1340, 1331, 1330, 1329, 1328, 1327, 2010, 1323, 1318,1937,1311,1310, 1309,1305,1304,1303, etc. of village Paikarapur;: [48, 1522, 750, 1560]
- black-dot: [1236, 2140, 1250, 2154]
- ad-gov: GOVERNMENT OF ODISHA: [1197, 121, 1406, 139]
- ad-item: 2. 33KV cut point - 4nos.: [1119, 639, 1234, 652]
- ad-date: Date: 15.03.2016: [645, 150, 731, 163]
- ad-bar: NOTICE INVITING TENDER: [1119, 191, 1445, 215]
- ad-cdmo-nhm-vehicles: [394, 70, 740, 370]
- gazette-under-2: read with Rule 30 of the Orissa Development Authorities Rules, 1983): [185, 1264, 613, 1280]
- ad-email: ranjan.sarangi@nalcoindia.co.in: [1299, 465, 1445, 477]
- yellow-dot: [324, 2140, 338, 2154]
- gazette-para: South: Start from East to West side adjoining villages boundary of Tamando and Kaimatia.: [72, 1459, 494, 1472]
- ad-date: Date: 15.03.2016: [473, 420, 555, 433]
- promo-line-2: Career: [81, 435, 159, 463]
- ad-item: 4. Sub-station boundary with brick wall and grill gate provision-1No.: [1119, 661, 1388, 672]
- th-mobile: ଯୋଗାଯୋଗ ମୋବାଇଲ୍ ନଂ: [1005, 610, 1089, 648]
- ad-body: Tender in two-part bid system is invited online from IBA approved & established transporters for "Road Transport of Aluminium Metal Products from Nalco's Smelter Plant, Angul to Nalco's stockyard at Delhi". For details, please visit website:: [1119, 410, 1445, 455]
- ad-title: TENDER NOTICE NO : 13 /2015-16: [1152, 547, 1412, 564]
- odisha-emblem-icon: ✺: [406, 1082, 454, 1130]
- ad-addr-line: ଭୁବନେଶ୍ୱର, ପିନ୍ - ୭୫୧୦୦୧: [775, 1917, 910, 1932]
- gazette-designation: Secretary, Bhubaneswar Development Authority, Bhubaneswar: [246, 1868, 552, 1881]
